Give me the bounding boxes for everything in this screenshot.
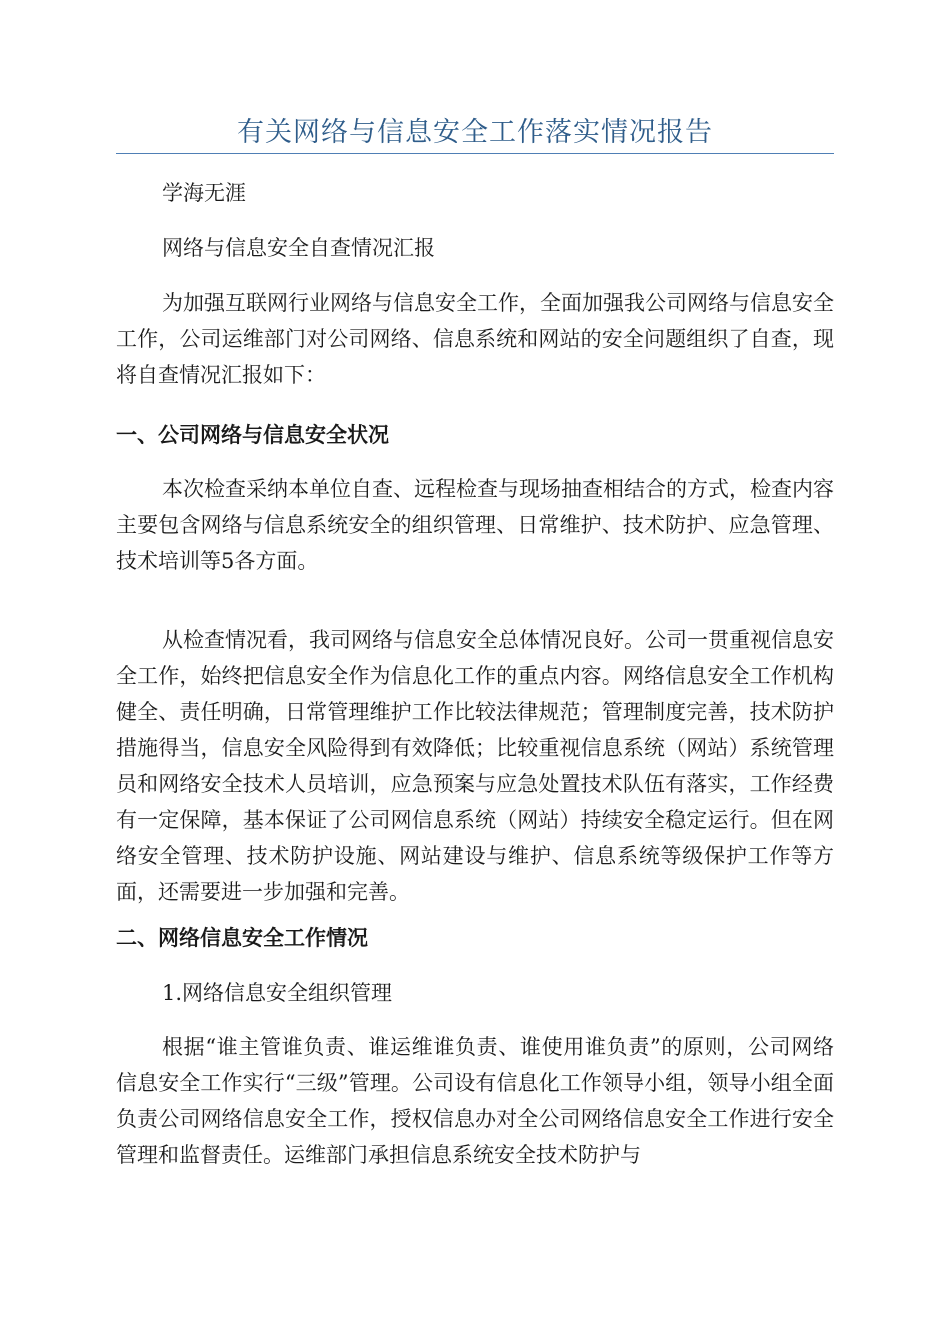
author-line: 学海无涯 <box>162 181 246 205</box>
intro-paragraph: 为加强互联网行业网络与信息安全工作，全面加强我公司网络与信息安全工作，公司运维部门对公司网络、信息系统和网站的安全问题组织了自查，现将自查情况汇报如下： <box>116 291 834 387</box>
section-2-paragraph-1: 根据“谁主管谁负责、谁运维谁负责、谁使用谁负责”的原则，公司网络信息安全工作实行“三级”管理。公司设有信息化工作领导小组，领导小组全面负责公司网络信息安全工作，授权信息办对全公司网络信息安全工作进行安全管理和监督责任。运维部门承担信息系统安全技术防护与 <box>116 1035 834 1167</box>
section-2-heading: 二、网络信息安全工作情况 <box>116 926 368 950</box>
title-underline <box>116 153 834 154</box>
section-1-heading: 一、公司网络与信息安全状况 <box>116 423 389 447</box>
report-subtitle: 网络与信息安全自查情况汇报 <box>162 236 435 260</box>
section-1-paragraph-2: 从检查情况看，我司网络与信息安全总体情况良好。公司一贯重视信息安全工作，始终把信息安全作为信息化工作的重点内容。网络信息安全工作机构健全、责任明确，日常管理维护工作比较法律规范；管理制度完善，技术防护措施得当，信息安全风险得到有效降低；比较重视信息系统（网站）系统管理员和网络安全技术人员培训，应急预案与应急处置技术队伍有落实，工作经费有一定保障，基本保证了公司网信息系统（网站）持续安全稳定运行。但在网络安全管理、技术防护设施、网站建设与维护、信息系统等级保护工作等方面，还需要进一步加强和完善。 <box>116 628 834 904</box>
section-2-subheading-1: 1.网络信息安全组织管理 <box>162 981 393 1005</box>
section-1-paragraph-1: 本次检查采纳本单位自查、远程检查与现场抽查相结合的方式，检查内容主要包含网络与信息系统安全的组织管理、日常维护、技术防护、应急管理、技术培训等5各方面。 <box>116 477 834 573</box>
document-title: 有关网络与信息安全工作落实情况报告 <box>237 117 713 148</box>
